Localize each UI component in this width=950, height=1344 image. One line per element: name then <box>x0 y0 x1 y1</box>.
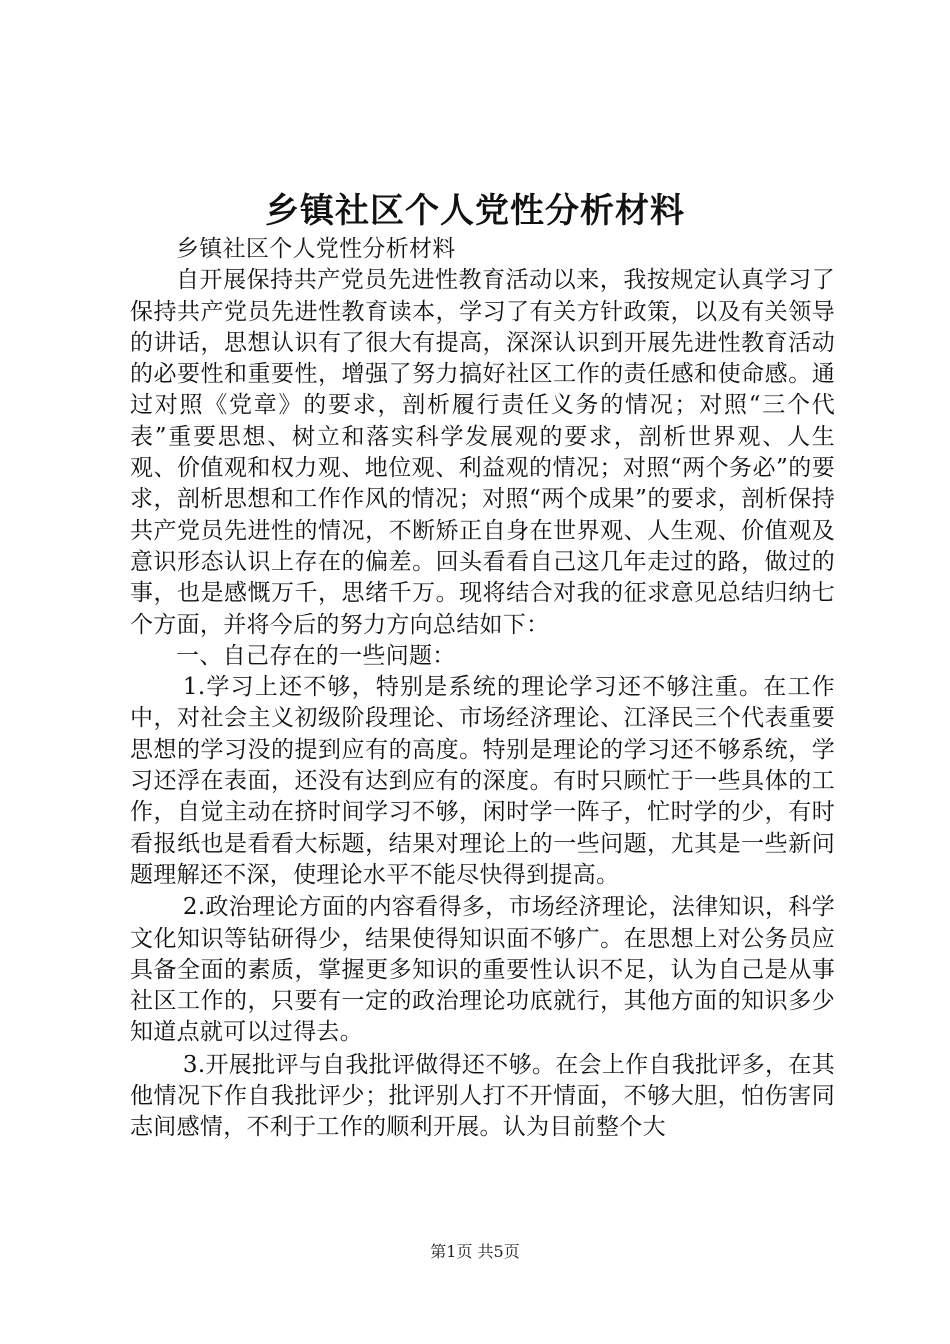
section-heading: 一、自己存在的一些问题： <box>176 642 456 669</box>
intro-paragraph: 自开展保持共产党员先进性教育活动以来，我按规定认真学习了保持共产党员先进性教育读本，学习了有关方针政策，以及有关领导的讲话，思想认识有了很大有提高，深深认识到开展先进性教育活动的必要性和重要性，增强了努力搞好社区工作的责任感和使命感。通过对照《党章》的要求，剖析履行责任义务的情况；对照“三个代表”重要思想、树立和落实科学发展观的要求，剖析世界观、人生观、价值观和权力观、地位观、利益观的情况；对照“两个务必”的要求，剖析思想和工作作风的情况；对照“两个成果”的要求，剖析保持共产党员先进性的情况，不断矫正自身在世界观、人生观、价值观及意识形态认识上存在的偏差。回头看看自己这几年走过的路，做过的事，也是感慨万千，思绪千万。现将结合对我的征求意见总结归纳七个方面，并将今后的努力方向总结如下： <box>130 267 835 638</box>
subtitle-paragraph: 乡镇社区个人党性分析材料 <box>176 236 456 262</box>
document-body <box>130 234 835 1144</box>
issue-item-2: 2.政治理论方面的内容看得多，市场经济理论，法律知识，科学文化知识等钻研得少，结果使得知识面不够广。在思想上对公务员应具备全面的素质，掌握更多知识的重要性认识不足，认为自己是从事社区工作的，只要有一定的政治理论功底就行，其他方面的知识多少知道点就可以过得去。 <box>130 894 835 1046</box>
document-title: 乡镇社区个人党性分析材料 <box>265 191 685 231</box>
page-footer: 第1页 共5页 <box>430 1242 520 1261</box>
issue-item-3: 3.开展批评与自我批评做得还不够。在会上作自我批评多，在其他情况下作自我批评少；批评别人打不开情面，不够大胆，怕伤害同志间感情，不利于工作的顺利开展。认为目前整个大 <box>130 1051 835 1141</box>
issue-item-1: 1.学习上还不够，特别是系统的理论学习还不够注重。在工作中，对社会主义初级阶段理论、市场经济理论、江泽民三个代表重要思想的学习没的提到应有的高度。特别是理论的学习还不够系统，学习还浮在表面，还没有达到应有的深度。有时只顾忙于一些具体的工作，自觉主动在挤时间学习不够，闲时学一阵子，忙时学的少，有时看报纸也是看看大标题，结果对理论上的一些问题，尤其是一些新问题理解还不深，使理论水平不能尽快得到提高。 <box>130 674 835 888</box>
